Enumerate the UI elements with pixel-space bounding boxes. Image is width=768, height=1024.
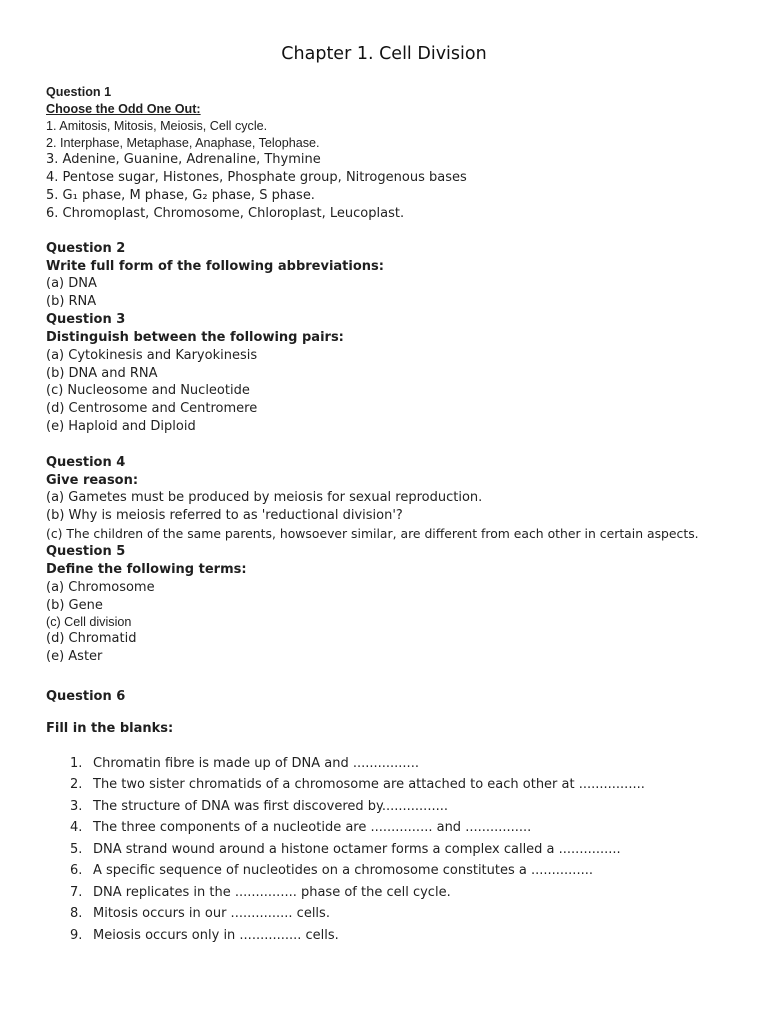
list-item: (d) Centrosome and Centromere <box>46 401 258 416</box>
list-item: A specific sequence of nucleotides on a chromosome constitutes a ............... <box>93 863 593 878</box>
question-heading: Question 4 <box>46 455 126 470</box>
list-item: (b) RNA <box>46 294 97 309</box>
list-item: 3. Adenine, Guanine, Adrenaline, Thymine <box>46 152 321 167</box>
list-item: (e) Aster <box>46 649 103 664</box>
list-number: 9. <box>70 928 83 943</box>
question-heading: Question 2 <box>46 241 126 256</box>
list-number: 2. <box>70 777 83 792</box>
list-item: (a) Gametes must be produced by meiosis for sexual reproduction. <box>46 490 483 505</box>
list-item: 1. Amitosis, Mitosis, Meiosis, Cell cycle. <box>46 119 268 133</box>
list-item: 4. Pentose sugar, Histones, Phosphate group, Nitrogenous bases <box>46 170 467 185</box>
list-item: (c) Cell division <box>46 615 132 629</box>
list-item: (c) The children of the same parents, howsoever similar, are different from each other in certain aspects. <box>46 526 699 541</box>
question-heading: Question 5 <box>46 544 126 559</box>
list-number: 7. <box>70 885 83 900</box>
page-title: Chapter 1. Cell Division <box>281 44 487 64</box>
list-item: Mitosis occurs in our ............... cells. <box>93 906 330 921</box>
list-item: (c) Nucleosome and Nucleotide <box>46 383 250 398</box>
list-item: Chromatin fibre is made up of DNA and ................ <box>93 756 419 771</box>
question-heading: Question 6 <box>46 689 126 704</box>
list-item: (b) Gene <box>46 598 103 613</box>
list-number: 8. <box>70 906 83 921</box>
question-instruction: Fill in the blanks: <box>46 721 174 736</box>
question-heading: Question 1 <box>46 85 112 99</box>
list-item: Meiosis occurs only in ............... cells. <box>93 928 339 943</box>
list-item: DNA replicates in the ............... phase of the cell cycle. <box>93 885 451 900</box>
list-item: (d) Chromatid <box>46 631 137 646</box>
list-item: The two sister chromatids of a chromosome are attached to each other at ................ <box>93 777 645 792</box>
list-item: DNA strand wound around a histone octamer forms a complex called a ............... <box>93 842 621 857</box>
list-item: (b) Why is meiosis referred to as 'reductional division'? <box>46 508 403 523</box>
list-number: 4. <box>70 820 83 835</box>
list-item: (e) Haploid and Diploid <box>46 419 196 434</box>
list-item: The structure of DNA was first discovered by................ <box>93 799 448 814</box>
question-instruction: Distinguish between the following pairs: <box>46 330 344 345</box>
question-instruction: Write full form of the following abbreviations: <box>46 259 384 274</box>
list-item: (b) DNA and RNA <box>46 366 158 381</box>
list-number: 5. <box>70 842 83 857</box>
list-item: The three components of a nucleotide are ............... and ................ <box>93 820 532 835</box>
question-instruction: Give reason: <box>46 473 139 488</box>
list-item: 6. Chromoplast, Chromosome, Chloroplast, Leucoplast. <box>46 206 405 221</box>
list-number: 3. <box>70 799 83 814</box>
list-item: (a) Chromosome <box>46 580 155 595</box>
question-instruction: Define the following terms: <box>46 562 247 577</box>
list-item: 5. G₁ phase, M phase, G₂ phase, S phase. <box>46 188 315 203</box>
list-number: 1. <box>70 756 83 771</box>
question-instruction: Choose the Odd One Out: <box>46 102 201 116</box>
list-item: (a) Cytokinesis and Karyokinesis <box>46 348 258 363</box>
question-heading: Question 3 <box>46 312 126 327</box>
list-item: 2. Interphase, Metaphase, Anaphase, Telophase. <box>46 136 320 150</box>
list-item: (a) DNA <box>46 276 97 291</box>
list-number: 6. <box>70 863 83 878</box>
